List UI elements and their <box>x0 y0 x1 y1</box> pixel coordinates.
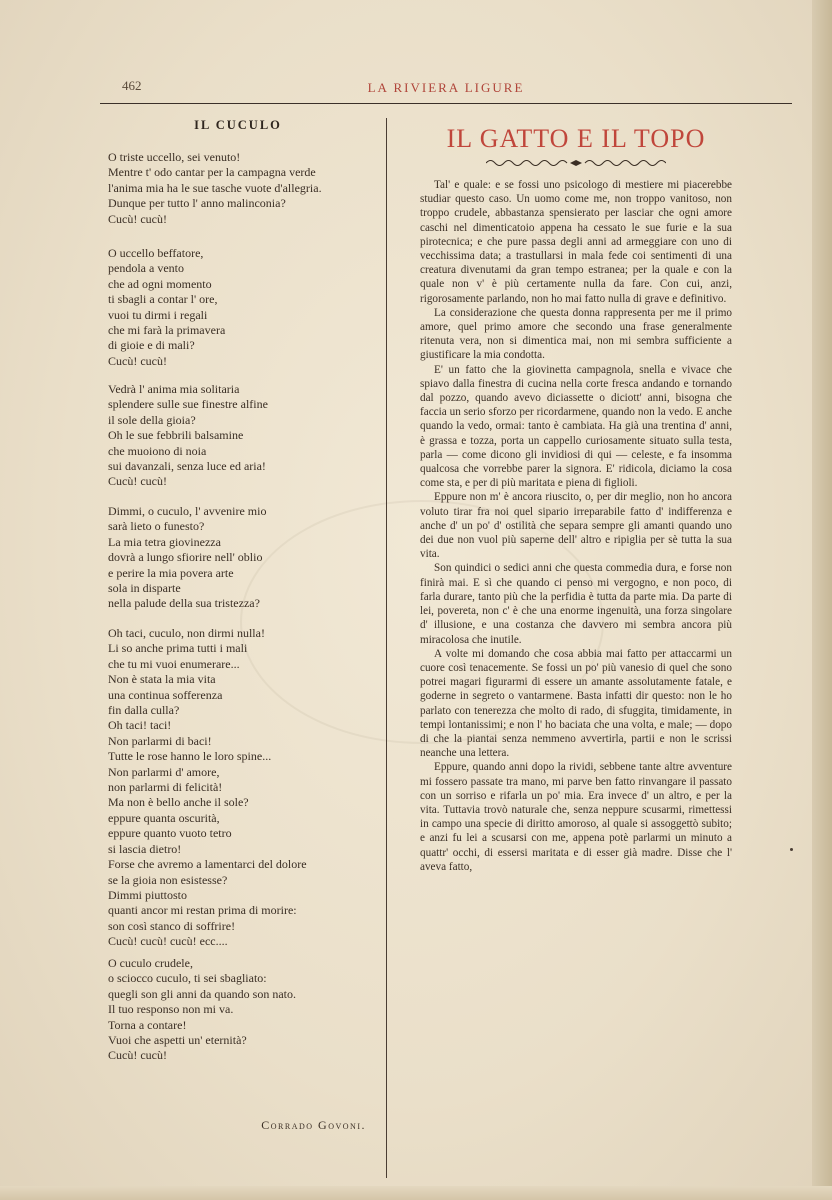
prose-paragraph: A volte mi domando che cosa abbia mai fatto per attaccarmi un cuore così tenacemente. Se fossi un po' più vanesio di quel che sono potrei magari figurarmi di essere un amante assolutamente fatale, e goderne in segreto o vantarmene. Basta infatti dir questo: non le ho parlato con tenerezza che molto di rado, di sfuggita, timidamente, in tempi lontanissimi; e non l' ho baciata che una volta, e male; — dopo di che la piantai senza nemmeno avvertirla, partii e non le scrissi neanche una lettera. <box>420 647 732 760</box>
poem-line: sola in disparte <box>108 581 181 596</box>
poem-line: vuoi tu dirmi i regali <box>108 307 208 322</box>
poem-line: Il tuo responso non mi va. <box>108 1002 234 1017</box>
prose-paragraph: La considerazione che questa donna rappresenta per me il primo amore, quel primo amore che secondo una frase generalmente ritenuta vera, non si dimentica mai, non mi sembra sufficiente a giustificare la mia condotta. <box>420 306 732 362</box>
poem-line: Cucù! cucù! <box>108 1048 167 1063</box>
running-title: LA RIVIERA LIGURE <box>367 80 525 95</box>
poem-line: Cucù! cucù! cucù! ecc.... <box>108 934 228 949</box>
poem-line: O triste uccello, sei venuto! <box>108 150 241 164</box>
poem-title: IL CUCULO <box>194 118 282 132</box>
poem-line: pendola a vento <box>108 261 184 276</box>
poem-line: quanti ancor mi restan prima di morire: <box>108 903 297 918</box>
poem-line: o sciocco cuculo, ti sei sbagliato: <box>108 971 267 986</box>
poem-line: l'anima mia ha le sue tasche vuote d'allegria. <box>108 180 322 195</box>
poem-line: e perire la mia povera arte <box>108 565 234 580</box>
poem-line: son così stanco di soffrire! <box>108 918 236 933</box>
page-edge-right <box>812 0 832 1200</box>
page-edge-bottom <box>0 1186 832 1200</box>
poem-stanza <box>108 150 322 227</box>
poem-line: Li so anche prima tutti i mali <box>108 641 248 656</box>
poem-line: eppure quanto vuoto tetro <box>108 826 232 841</box>
page-number: 462 <box>122 78 142 93</box>
running-header <box>100 76 792 110</box>
prose-title: IL GATTO E IL TOPO <box>446 124 706 153</box>
prose-paragraph: Son quindici o sedici anni che questa commedia dura, e forse non finirà mai. E sì che quando ci penso mi vergogno, e non poco, di farla durare, tanto più che la perfidia è tutta da parte mia. Da parte di lei, povereta, non c' è che una enorme ingenuità, una forza singolare d' illusione, e una costanza che davvero mi sembra ancora più miracolosa che inutile. <box>420 562 732 646</box>
poem-stanza <box>108 956 296 1064</box>
poem-line: sui davanzali, senza luce ed aria! <box>108 459 266 474</box>
poem-line: Cucù! cucù! <box>108 211 167 226</box>
poem-line: Vedrà l' anima mia solitaria <box>108 382 240 396</box>
poem-line: eppure quanta oscurità, <box>108 810 220 825</box>
poem-line: sarà lieto o funesto? <box>108 519 205 534</box>
poem-line: Non parlarmi d' amore, <box>108 764 220 779</box>
poem-line: che ad ogni momento <box>108 276 212 291</box>
margin-mark <box>790 848 793 851</box>
prose-paragraph: E' un fatto che la giovinetta campagnola, snella e vivace che spiavo dalla finestra di cucina nella corte fresca andando e tornando dal pozzo, quando avevo diciassette o diciott' anni, bisogna che faccia un serio sforzo per ricordarmene, quando non la vedo. E anche quando la vedo, ormai: tanto è cambiata. Ha già una trentina d' anni, è grassa e tozza, porta un cappello curiosamente situato sulla testa, parla — come dicono gli invidiosi di qui — celeste, e fa insomma qualcosa che vorrebbe parer la signora. E' ridicola, diciamo la cosa come sta, e per di più maritata e piena di figlioli. <box>420 363 732 490</box>
poem-line: Mentre t' odo cantar per la campagna verde <box>108 165 316 180</box>
poem-line: Tutte le rose hanno le loro spine... <box>108 749 272 764</box>
poem-line: Cucù! cucù! <box>108 474 167 489</box>
poem-line: O cuculo crudele, <box>108 956 193 970</box>
poem-line: Ma non è bello anche il sole? <box>108 795 249 810</box>
poem-stanza <box>108 382 268 490</box>
prose-paragraph: Eppure non m' è ancora riuscito, o, per dir meglio, non ho ancora voluto tirar fra noi quel sipario irreparabile fatto d' indifferenza e anche d' un po' d' ostilità che separa sempre gli amanti quando uno dei due non vuol più saperne dell' altro e ripiglia per sè tutta la sua vita. <box>420 491 732 561</box>
poem-stanza <box>108 626 307 950</box>
poem-line: che tu mi vuoi enumerare... <box>108 656 240 671</box>
poem-line: Dimmi piuttosto <box>108 887 188 902</box>
poem-line: fin dalla culla? <box>108 703 180 718</box>
poem-line: Non parlarmi di baci! <box>108 733 212 748</box>
poem-line: quegli son gli anni da quando son nato. <box>108 986 296 1001</box>
prose-paragraph: Tal' e quale: e se fossi uno psicologo di mestiere mi piacerebbe studiar questo caso. Un uomo come me, non troppo vanitoso, non troppo crudele, abbastanza spensierato per lasciar che ogni amore caschi nel dimenticatoio appena ha cessato le sue furie e la sua pirotecnica; e che pure passa degli anni ad armeggiare con uno di vecchissima data; a trastullarsi in mala fede coi sentimenti di una creatura divenutami da gran tempo estranea; per la quale e con la quale non v' è più certamente nulla da fare. Con cui, anzi, rigorosamente parlando, non ho mai fatto nulla di grave e definitivo. <box>420 179 732 305</box>
poem-line: Vuoi che aspetti un' eternità? <box>108 1033 247 1048</box>
poem-line: splendere sulle sue finestre alfine <box>108 397 268 412</box>
poem-line: il sole della gioia? <box>108 412 196 427</box>
poem-line: Torna a contare! <box>108 1017 187 1032</box>
poem-line: che muoiono di noia <box>108 443 207 458</box>
poem-line: La mia tetra giovinezza <box>108 534 221 549</box>
poem-line: Dimmi, o cuculo, l' avvenire mio <box>108 504 267 518</box>
poem-line: che mi farà la primavera <box>108 323 226 338</box>
poem-line: Dunque per tutto l' anno malinconia? <box>108 196 286 211</box>
column-divider <box>386 118 387 1178</box>
poem-stanza <box>108 246 225 369</box>
prose-body <box>420 178 732 874</box>
poem-line: Cucù! cucù! <box>108 353 167 368</box>
poem-line: di gioie e di mali? <box>108 338 195 353</box>
poem-line: una continua sofferenza <box>108 687 223 702</box>
poem-line: non parlarmi di felicità! <box>108 780 223 795</box>
poem-line: Oh le sue febbrili balsamine <box>108 428 244 443</box>
poem-line: ti sbagli a contar l' ore, <box>108 292 218 307</box>
poem-line: dovrà a lungo sfiorire nell' oblio <box>108 550 263 565</box>
poem-line: se la gioia non esistesse? <box>108 872 228 887</box>
poem-line: si lascia dietro! <box>108 841 182 856</box>
poem-line: O uccello beffatore, <box>108 246 204 260</box>
poem-line: Forse che avremo a lamentarci del dolore <box>108 857 307 872</box>
prose-paragraph: Eppure, quando anni dopo la rividi, sebbene tante altre avventure mi fossero passate tra mano, mi parve ben fatto rinvangare il passato con un sorriso e rifarla un po' mia. Era invece d' un altro, e per la vita. Tuttavia trovò naturale che, senza neppure scusarmi, rimettessi in campo una specie di diritto amoroso, al quale si assoggettò subito; e anzi fu lei a scusarsi con me, appena potè parlarmi un minuto a quattr' occhi, di essersi maritata e di esser già madre. Disse che l' aveva fatto, <box>420 761 732 873</box>
poem-line: nella palude della sua tristezza? <box>108 596 260 611</box>
header-rule <box>100 103 792 104</box>
poem-author: Corrado Govoni. <box>261 1118 366 1132</box>
poem-stanza <box>108 504 266 612</box>
poem-line: Oh taci! taci! <box>108 718 172 733</box>
poem-line: Oh taci, cuculo, non dirmi nulla! <box>108 626 265 640</box>
wavy-ornament <box>486 158 666 168</box>
poem-line: Non è stata la mia vita <box>108 672 216 687</box>
